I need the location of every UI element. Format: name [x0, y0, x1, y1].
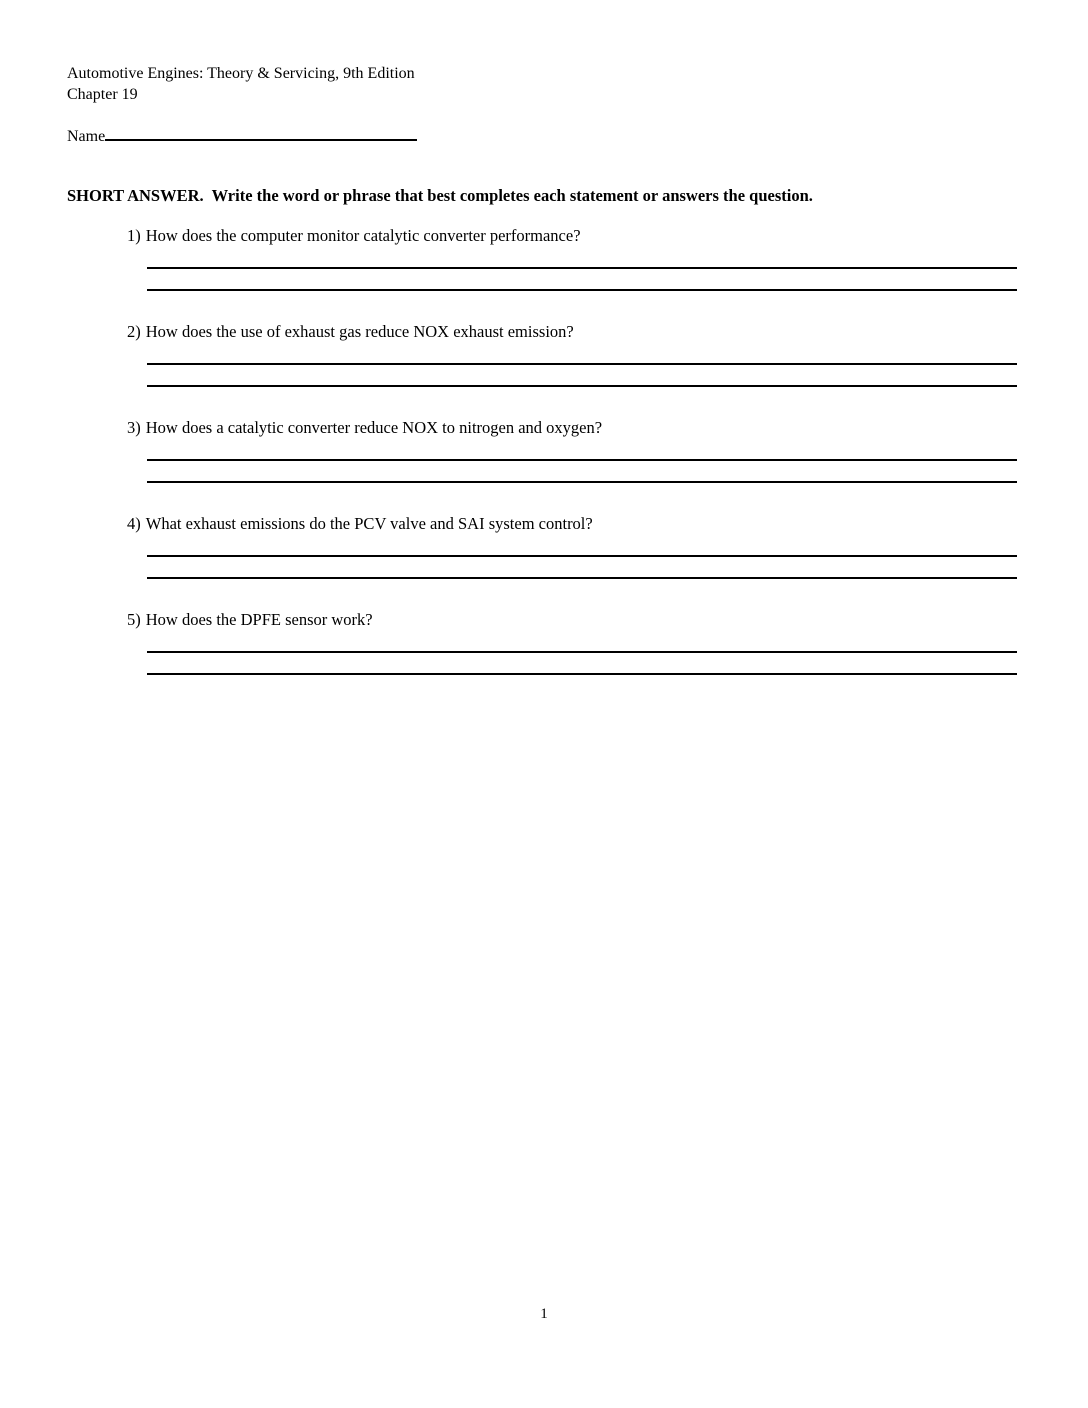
question-text: How does a catalytic converter reduce NOX to nitrogen and oxygen?: [145, 418, 603, 437]
questions-list: [127, 226, 1017, 706]
answer-area: [147, 536, 1017, 579]
question-text: How does the DPFE sensor work?: [145, 610, 373, 629]
book-title: Automotive Engines: Theory & Servicing, 9th Edition: [67, 65, 415, 82]
answer-line: [147, 632, 1017, 653]
question-number: 1): [127, 226, 141, 245]
chapter-label: Chapter 19: [67, 86, 138, 103]
answer-line: [147, 536, 1017, 557]
answer-line: [147, 365, 1017, 387]
page-number: 1: [540, 1306, 548, 1322]
document-header: [67, 63, 415, 105]
answer-line: [147, 269, 1017, 291]
question-line: [127, 322, 1017, 344]
question-number: 2): [127, 322, 141, 341]
answer-line: [147, 461, 1017, 483]
name-blank: [105, 124, 417, 141]
question-block: [127, 418, 1017, 483]
question-number: 4): [127, 514, 141, 533]
question-line: [127, 418, 1017, 440]
question-line: [127, 610, 1017, 632]
answer-line: [147, 440, 1017, 461]
question-block: [127, 610, 1017, 675]
question-block: [127, 322, 1017, 387]
question-text: What exhaust emissions do the PCV valve and SAI system control?: [145, 514, 593, 533]
name-row: [67, 124, 417, 146]
answer-line: [147, 653, 1017, 675]
question-number: 5): [127, 610, 141, 629]
question-line: [127, 226, 1017, 248]
question-text: How does the use of exhaust gas reduce NOX exhaust emission?: [145, 322, 574, 341]
question-line: [127, 514, 1017, 536]
question-block: [127, 226, 1017, 291]
answer-line: [147, 248, 1017, 269]
name-label: Name: [67, 128, 106, 145]
question-text: How does the computer monitor catalytic converter performance?: [145, 226, 581, 245]
answer-line: [147, 344, 1017, 365]
answer-line: [147, 557, 1017, 579]
question-number: 3): [127, 418, 141, 437]
answer-area: [147, 248, 1017, 291]
section-instructions: SHORT ANSWER. Write the word or phrase that best completes each statement or answers the question.: [67, 186, 813, 205]
question-block: [127, 514, 1017, 579]
answer-area: [147, 344, 1017, 387]
answer-area: [147, 632, 1017, 675]
answer-area: [147, 440, 1017, 483]
